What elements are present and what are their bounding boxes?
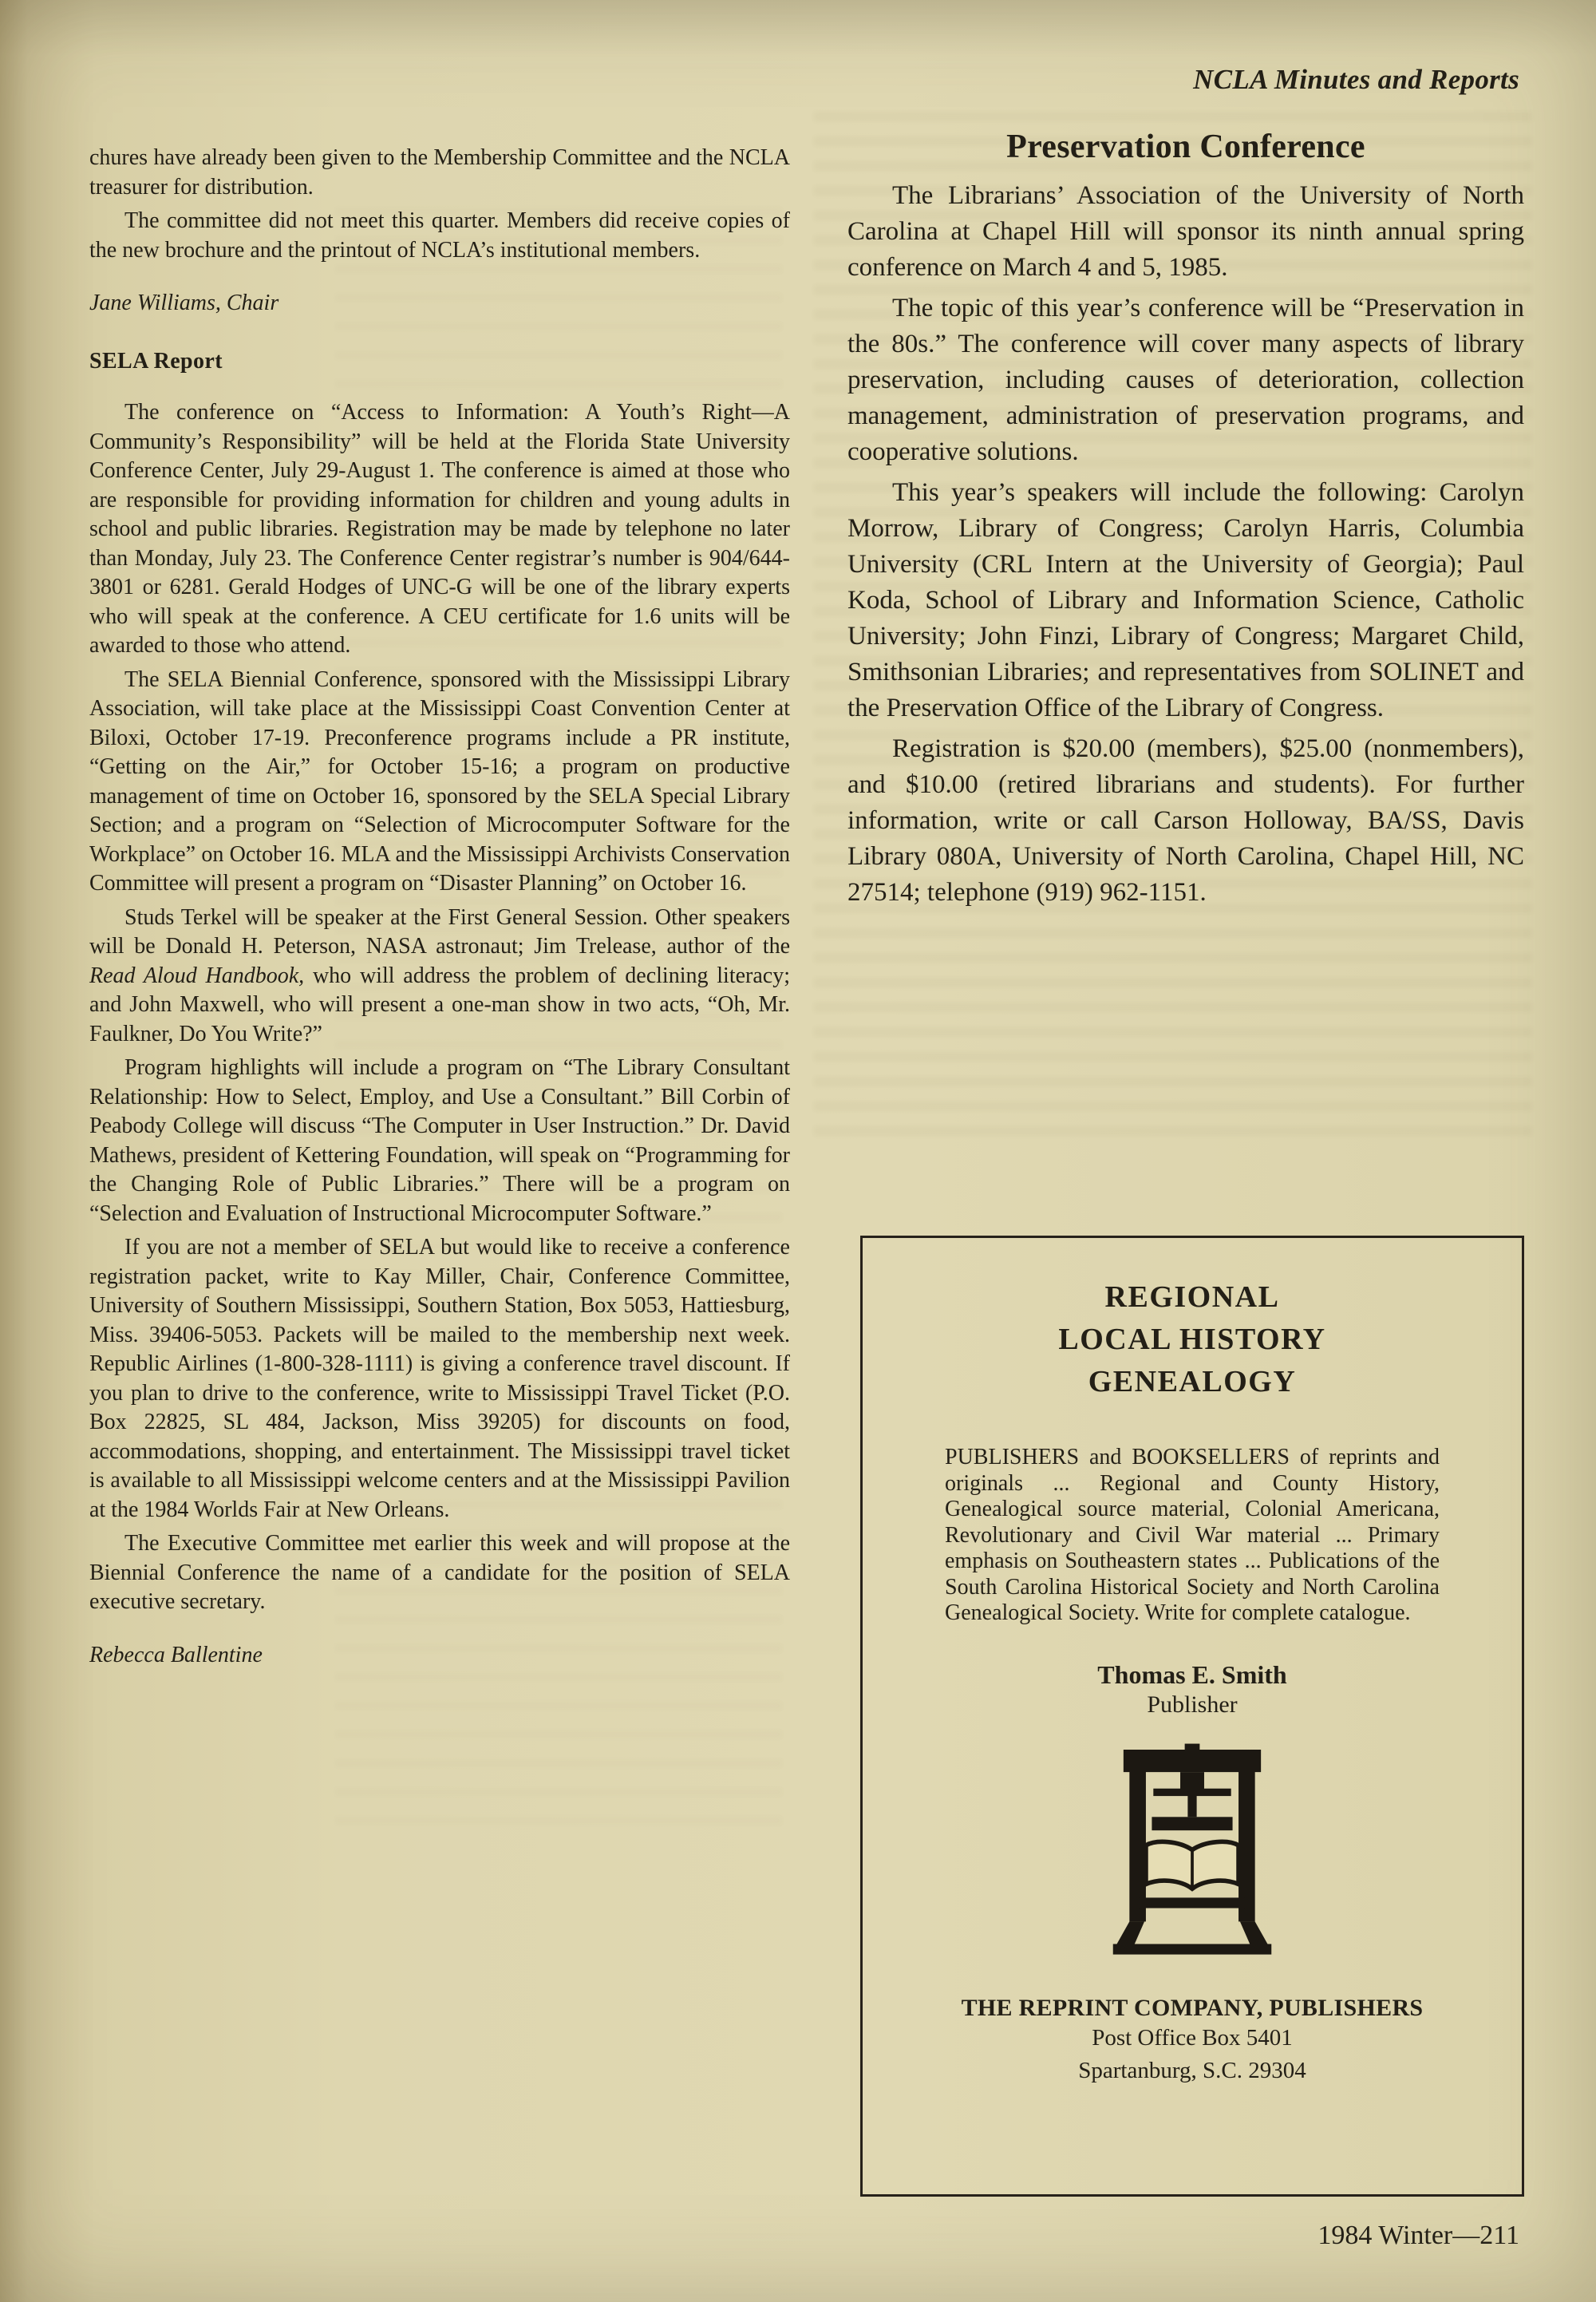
- company-po-box: Post Office Box 5401: [1092, 2024, 1293, 2051]
- ad-title-line: GENEALOGY: [1088, 1365, 1297, 1398]
- signature-rebecca-ballentine: Rebecca Ballentine: [89, 1642, 263, 1667]
- ad-title-line: REGIONAL: [1104, 1280, 1280, 1314]
- paragraph: The SELA Biennial Conference, sponsored with the Mississippi Library Association, will take place at the Mississippi Coast Convention Center at Biloxi, October 17-19. Preconference programs include a PR institute, “Getting on the Air,” for October 15-16; a program on productive management of time on October 16, sponsored by the SELA Special Library Section; and a program on “Selection of Microcomputer Software for the Workplace” on October 16. MLA and the Mississippi Archivists Conservation Committee will present a program on “Disaster Planning” on October 16.: [89, 666, 790, 896]
- preservation-conference-title: Preservation Conference: [1006, 129, 1365, 165]
- running-header: NCLA Minutes and Reports: [1193, 64, 1519, 95]
- paragraph: Program highlights will include a program on “The Library Consultant Relationship: How to Select, Employ, and Use a Consultant.” Bill Corbin of Peabody College will discuss “The Computer in User Instruction.” Dr. David Mathews, president of Kettering Foundation, will speak on “Programming for the Changing Role of Public Libraries.” There will be a program on “Selection and Evaluation of Instructional Microcomputer Software.”: [89, 1055, 790, 1226]
- paragraph: The topic of this year’s conference will be “Preservation in the 80s.” The conference will cover many aspects of library preservation, including causes of deterioration, collection management, administration of preservation programs, and cooperative solutions.: [847, 294, 1524, 466]
- ad-title: [863, 1276, 1522, 1403]
- ad-body-text: PUBLISHERS and BOOKSELLERS of reprints and originals ... Regional and County History, Genealogical source material, Colonial Americana, Revolutionary and Civil War material ... Primary emphasis on Southeastern states ... Publications of the South Carolina Historical Society and North Carolina Genealogical Society. Write for complete catalogue.: [945, 1445, 1440, 1625]
- paragraph: chures have already been given to the Membership Committee and the NCLA treasurer for distribution.: [89, 145, 790, 200]
- page-footer: 1984 Winter—211: [1317, 2221, 1519, 2250]
- text-segment: Studs Terkel will be speaker at the First General Session. Other speakers will be Donald H. Peterson, NASA astronaut; Jim Trelease, author of the: [89, 904, 790, 959]
- paragraph: The conference on “Access to Information: A Youth’s Right—A Community’s Responsibility” will be held at the Florida State University Conference Center, July 29-August 1. The conference is aimed at those who are responsible for providing information for children and young adults in school and public libraries. Registration may be made by telephone no later than Monday, July 23. The Conference Center registrar’s number is 904/644-3801 or 6281. Gerald Hodges of UNC-G will be one of the library experts who will speak at the conference. A CEU certificate for 1.6 units will be awarded to those who attend.: [89, 400, 790, 658]
- paragraph: The Executive Committee met earlier this week and will propose at the Biennial Conference the name of a candidate for the position of SELA executive secretary.: [89, 1531, 790, 1614]
- publisher-name: Thomas E. Smith: [1097, 1659, 1287, 1689]
- paragraph: This year’s speakers will include the following: Carolyn Morrow, Library of Congress; Carolyn Harris, Columbia University (CRL Intern at the University of Georgia); Paul Koda, School of Library and Information Science, Catholic University; John Finzi, Library of Congress; Margaret Child, Smithsonian Libraries; and representatives from SOLINET and the Preservation Office of the Library of Congress.: [847, 478, 1524, 722]
- book-title: Read Aloud Handbook,: [89, 963, 305, 988]
- paragraph: Registration is $20.00 (members), $25.00 (nonmembers), and $10.00 (retired librarians and students). For further information, write or call Carson Holloway, BA/SS, Davis Library 080A, University of North Carolina, Chapel Hill, NC 27514; telephone (919) 962-1151.: [847, 734, 1524, 907]
- paragraph: The committee did not meet this quarter. Members did receive copies of the new brochure and the printout of NCLA’s institutional members.: [89, 208, 790, 263]
- signature-jane-williams: Jane Williams, Chair: [89, 291, 279, 315]
- printing-press-logo: [1110, 1741, 1274, 1971]
- ad-title-line: LOCAL HISTORY: [1058, 1323, 1326, 1356]
- paragraph: [89, 904, 790, 1050]
- text-segment: who will address the problem of declining literacy; and John Maxwell, who will present a one-man show in two acts, “Oh, Mr. Faulkner, Do You Write?”: [89, 963, 791, 1046]
- sela-report-heading: SELA Report: [89, 348, 223, 374]
- reprint-company-advertisement: [860, 1236, 1524, 2197]
- right-column: [847, 129, 1524, 916]
- company-city: Spartanburg, S.C. 29304: [1078, 2057, 1306, 2083]
- paragraph: The Librarians’ Association of the University of North Carolina at Chapel Hill will sponsor its ninth annual spring conference on March 4 and 5, 1985.: [847, 181, 1524, 282]
- company-name: THE REPRINT COMPANY, PUBLISHERS: [961, 1994, 1424, 2021]
- left-column: [89, 144, 790, 1699]
- publisher-label: Publisher: [1147, 1691, 1238, 1718]
- paragraph: If you are not a member of SELA but would like to receive a conference registration packet, write to Kay Miller, Chair, Conference Committee, University of Southern Mississippi, Southern Station, Box 5053, Hattiesburg, Miss. 39406-5053. Packets will be mailed to the membership next week. Republic Airlines (1-800-328-1111) is giving a conference travel discount. If you plan to drive to the conference, write to Mississippi Travel Ticket (P.O. Box 22825, SL 484, Jackson, Miss 39205) for discounts on food, accommodations, shopping, and entertainment. The Mississippi travel ticket is available to all Mississippi welcome centers and at the Mississippi Pavilion at the 1984 Worlds Fair at New Orleans.: [89, 1235, 790, 1522]
